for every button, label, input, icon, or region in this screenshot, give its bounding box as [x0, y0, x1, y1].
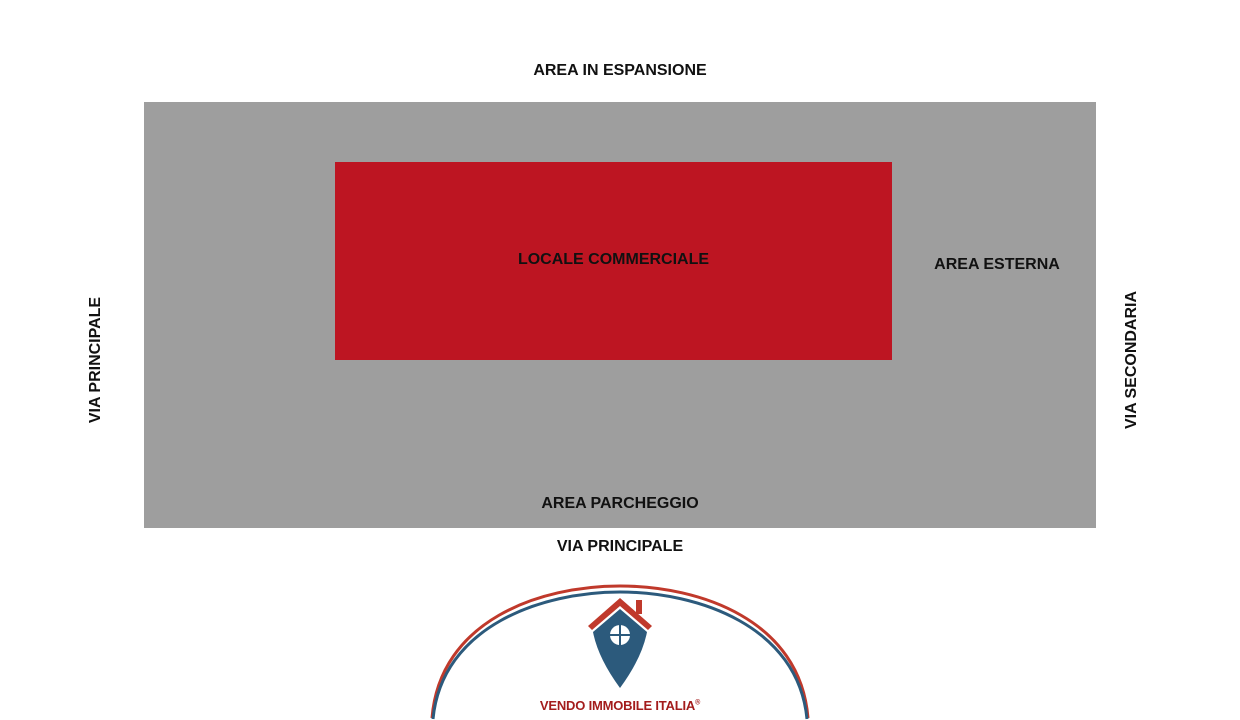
via-principale-left-label: VIA PRINCIPALE: [87, 296, 104, 424]
area-esterna-label: AREA ESTERNA: [934, 256, 1060, 273]
registered-mark: ®: [695, 699, 701, 707]
area-parcheggio-label: AREA PARCHEGGIO: [541, 495, 699, 512]
via-principale-bottom-label: VIA PRINCIPALE: [556, 538, 684, 555]
logo-wordmark: [430, 699, 810, 712]
house-pin-icon: [588, 598, 652, 688]
area-in-espansione-label: AREA IN ESPANSIONE: [533, 62, 707, 79]
via-secondaria-label: VIA SECONDARIA: [1123, 290, 1140, 430]
logo-text: VENDO IMMOBILE ITALIA: [539, 698, 696, 713]
locale-commerciale-label: LOCALE COMMERCIALE: [517, 251, 710, 268]
